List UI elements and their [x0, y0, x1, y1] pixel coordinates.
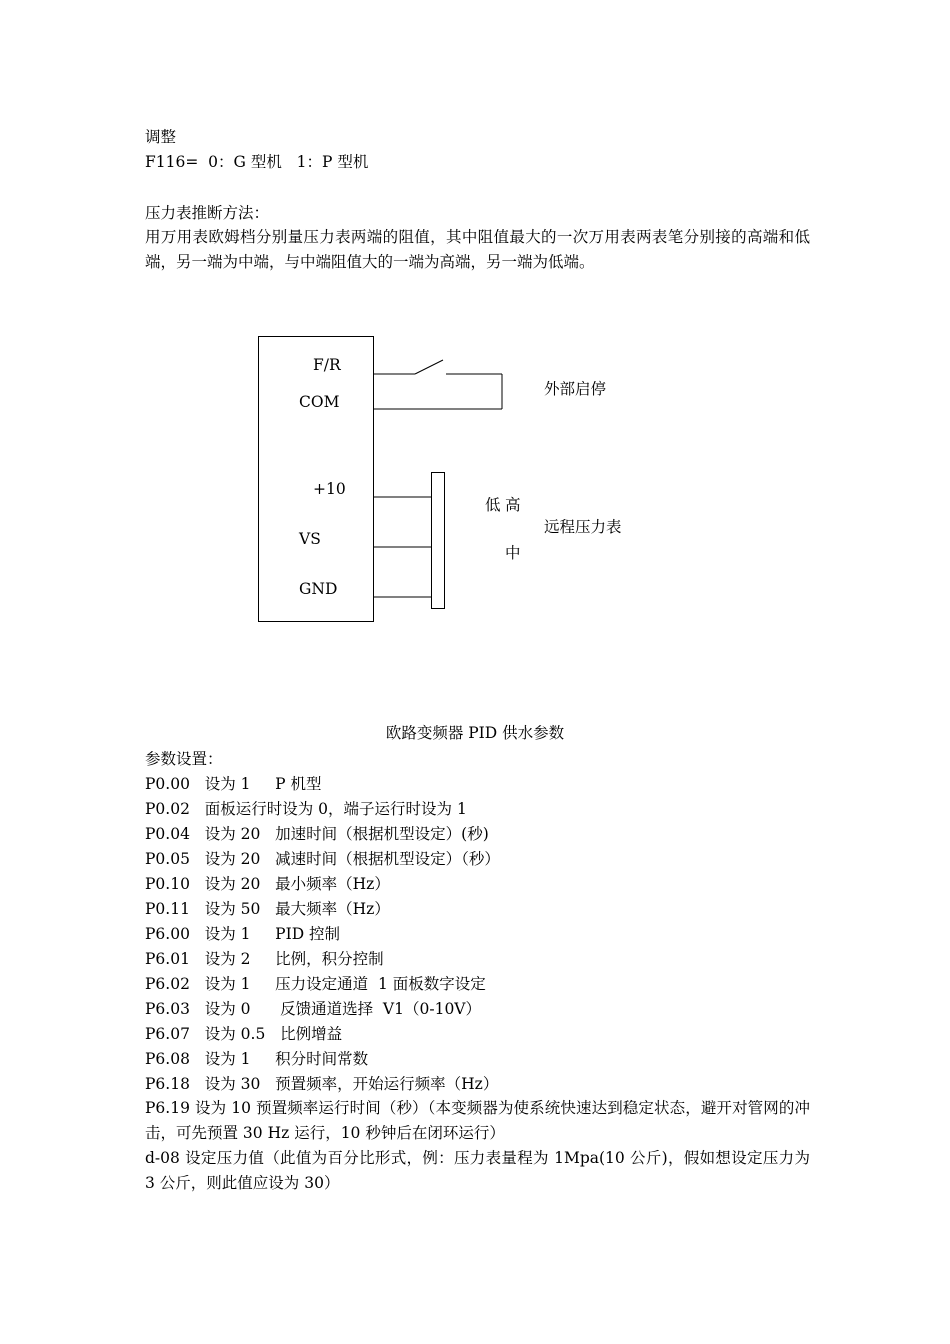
- terminal-com-label: COM: [299, 393, 340, 411]
- gauge-method-heading: 压力表推断方法：: [145, 204, 270, 222]
- terminal-plus10-label: +10: [313, 480, 346, 498]
- terminal-gnd-label: GND: [299, 580, 338, 598]
- params-subtitle: 参数设置：: [145, 750, 223, 768]
- param-row: P0.04 设为 20 加速时间（根据机型设定）(秒): [145, 825, 489, 843]
- external-start-stop-label: 外部启停: [544, 380, 607, 398]
- param-row: P0.10 设为 20 最小频率（Hz）: [145, 875, 390, 893]
- param-row: P6.18 设为 30 预置频率，开始运行频率（Hz）: [145, 1075, 499, 1093]
- param-row: P0.05 设为 20 减速时间（根据机型设定）（秒）: [145, 850, 500, 868]
- param-row: P0.00 设为 1 P 机型: [145, 775, 322, 793]
- param-row: P0.02 面板运行时设为 0，端子运行时设为 1: [145, 800, 467, 818]
- param-row: P6.01 设为 2 比例，积分控制: [145, 950, 384, 968]
- remote-gauge-label: 远程压力表: [544, 518, 622, 536]
- switch-blade: [415, 360, 443, 374]
- param-row: P6.07 设为 0.5 比例增益: [145, 1025, 343, 1043]
- param-row: P6.02 设为 1 压力设定通道 1 面板数字设定: [145, 975, 486, 993]
- high-end-label: 高: [505, 496, 521, 514]
- middle-end-label: 中: [505, 544, 521, 562]
- f116-setting-line: F116= 0：G 型机 1：P 型机: [145, 153, 369, 171]
- wiring-diagram: [0, 300, 950, 660]
- gauge-method-text: 用万用表欧姆档分别量压力表两端的阻值，其中阻值最大的一次万用表两表笔分别接的高端和低端，另一端为中端，与中端阻值大的一端为高端，另一端为低端。: [145, 228, 810, 271]
- section-title-adjust: 调整: [145, 128, 177, 146]
- param-row: P0.11 设为 50 最大频率（Hz）: [145, 900, 390, 918]
- terminal-fr-label: F/R: [313, 356, 341, 374]
- param-row: P6.08 设为 1 积分时间常数: [145, 1050, 369, 1068]
- terminal-vs-label: VS: [299, 530, 321, 548]
- wiring-diagram-lines: [0, 300, 950, 660]
- low-end-label: 低: [485, 496, 501, 514]
- param-row: P6.00 设为 1 PID 控制: [145, 925, 341, 943]
- param-row: P6.03 设为 0 反馈通道选择 V1（0-10V）: [145, 1000, 481, 1018]
- inverter-terminal-box: [259, 337, 374, 622]
- params-title: 欧路变频器 PID 供水参数: [385, 724, 565, 742]
- param-p619-text: P6.19 设为 10 预置频率运行时间（秒）（本变频器为使系统快速达到稳定状态，避开对管网的冲击，可先预置 30 Hz 运行，10 秒钟后在闭环运行）: [145, 1099, 810, 1142]
- param-d08-text: d-08 设定压力值（此值为百分比形式，例：压力表量程为 1Mpa(10 公斤)，假如想设定压力为 3 公斤，则此值应设为 30）: [145, 1149, 810, 1192]
- pressure-gauge-bar: [432, 473, 445, 609]
